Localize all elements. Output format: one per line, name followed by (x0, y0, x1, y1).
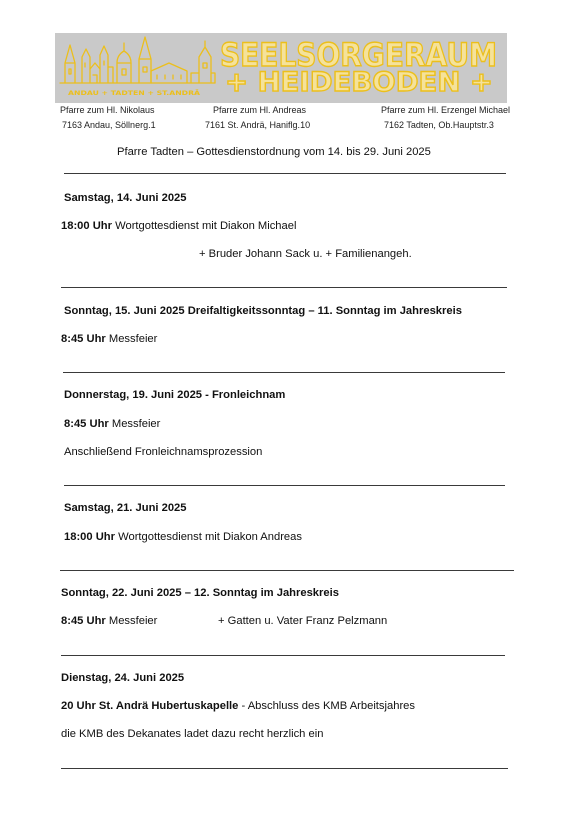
parish-address-tadten: 7162 Tadten, Ob.Hauptstr.3 (384, 120, 494, 130)
page-title: Pfarre Tadten – Gottesdienstordnung vom 14. bis 29. Juni 2025 (117, 146, 431, 158)
logo-places: ANDAU + TADTEN + ST.ANDRÄ (68, 89, 180, 97)
parish-name-andau: Pfarre zum Hl. Nikolaus (60, 105, 155, 115)
divider (61, 655, 505, 656)
divider (64, 173, 506, 174)
church-skyline-icon (60, 37, 215, 83)
service-date: Samstag, 14. Juni 2025 (64, 192, 187, 204)
service-intention: + Gatten u. Vater Franz Pelzmann (218, 615, 388, 627)
service-entry (64, 417, 160, 431)
service-time: 8:45 Uhr (61, 333, 106, 345)
logo (55, 33, 507, 103)
service-date: Sonntag, 15. Juni 2025 Dreifaltigkeitssonntag – 11. Sonntag im Jahreskreis (64, 305, 462, 317)
header-banner (55, 33, 507, 103)
service-note: Anschließend Fronleichnamsprozession (64, 446, 263, 458)
service-time: 18:00 Uhr (61, 220, 112, 232)
service-date: Dienstag, 24. Juni 2025 (61, 672, 185, 684)
service-date: Samstag, 21. Juni 2025 (64, 502, 187, 514)
service-entry (61, 699, 415, 713)
divider (63, 372, 505, 373)
service-entry (61, 219, 296, 233)
divider (61, 768, 508, 769)
service-entry (61, 332, 157, 346)
service-description: Wortgottesdienst mit Diakon Michael (115, 220, 297, 232)
parish-address-st-andrae: 7161 St. Andrä, Haniflg.10 (205, 120, 311, 130)
service-description: Wortgottesdienst mit Diakon Andreas (118, 531, 302, 543)
service-description: Messfeier (108, 333, 158, 345)
service-note: die KMB des Dekanates ladet dazu recht herzlich ein (61, 728, 324, 740)
service-time: 20 Uhr St. Andrä Hubertuskapelle (61, 700, 239, 712)
service-description: Messfeier (108, 615, 158, 627)
service-description: Messfeier (111, 418, 161, 430)
divider (61, 287, 507, 288)
divider (60, 570, 514, 571)
service-description: - Abschluss des KMB Arbeitsjahres (241, 700, 415, 712)
parish-address-andau: 7163 Andau, Söllnerg.1 (62, 120, 156, 130)
divider (64, 485, 505, 486)
parish-name-st-andrae: Pfarre zum Hl. Andreas (213, 105, 307, 115)
parish-name-tadten: Pfarre zum Hl. Erzengel Michael (381, 105, 511, 115)
service-entry (61, 614, 157, 628)
logo-title-line1: SEELSORGERAUM (220, 36, 497, 74)
service-entry (64, 530, 302, 544)
logo-title-line2: + HEIDEBODEN + (225, 67, 493, 98)
service-time: 8:45 Uhr (61, 615, 106, 627)
service-date: Sonntag, 22. Juni 2025 – 12. Sonntag im Jahreskreis (61, 587, 339, 599)
service-intention: + Bruder Johann Sack u. + Familienangeh. (199, 248, 412, 260)
service-date: Donnerstag, 19. Juni 2025 - Fronleichnam (64, 389, 286, 401)
service-time: 18:00 Uhr (64, 531, 115, 543)
service-time: 8:45 Uhr (64, 418, 109, 430)
